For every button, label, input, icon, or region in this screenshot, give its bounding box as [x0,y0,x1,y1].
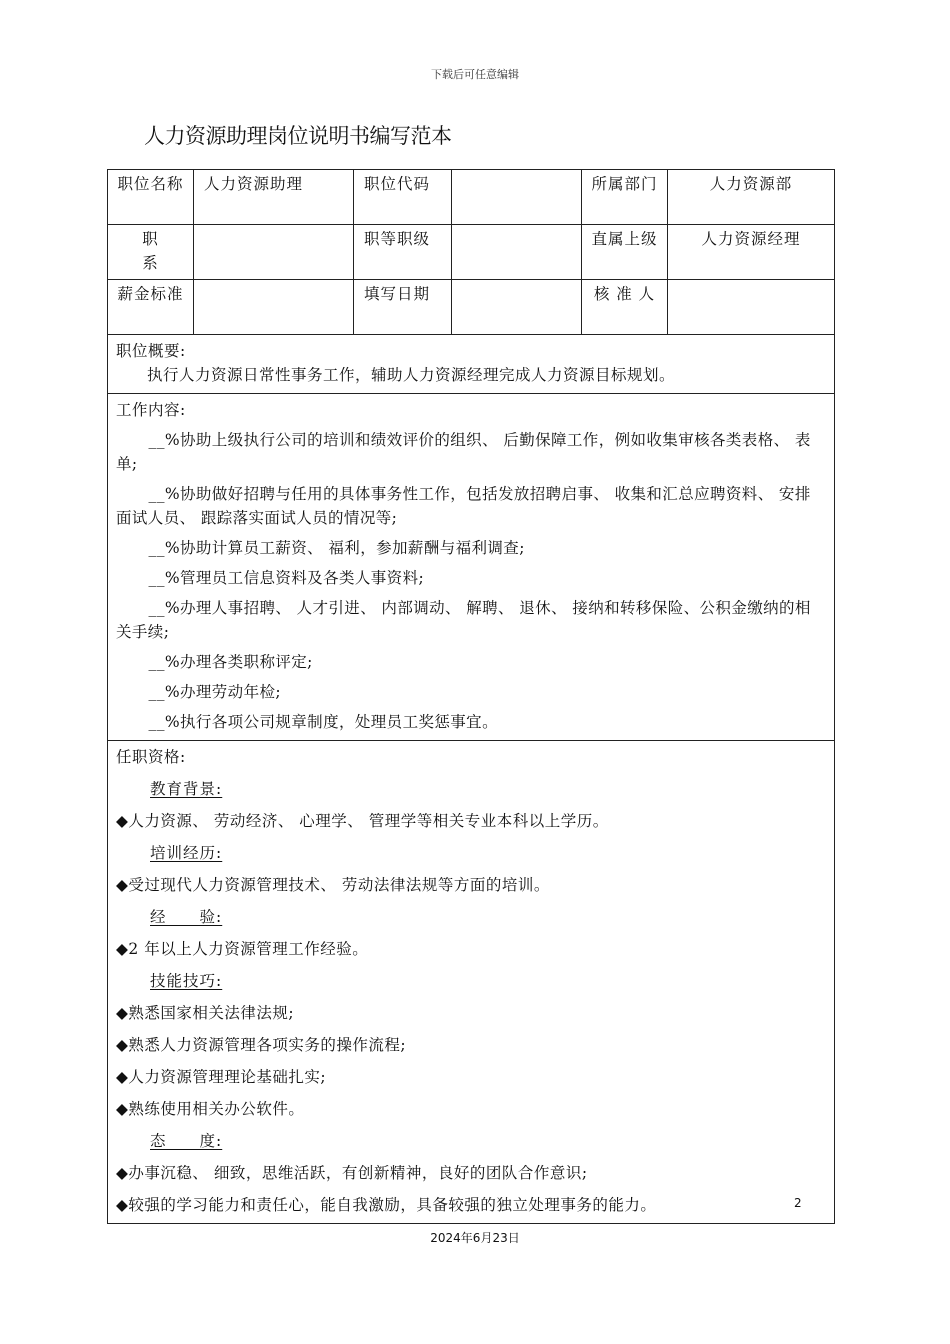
position-code-label: 职位代码 [354,170,452,225]
position-name-value: 人力资源助理 [194,170,354,225]
qualifications-heading: 任职资格: [116,748,186,766]
attitude-item: ◆较强的学习能力和责任心，能自我激励，具备较强的独立处理事务的能力。 [116,1196,657,1214]
job-description-table [107,169,835,1224]
duties-section [108,394,835,741]
salary-label: 薪金标准 [108,280,194,335]
duty-item: __%协助做好招聘与任用的具体事务性工作，包括发放招聘启事、 收集和汇总应聘资料、 安排面试人员、 跟踪落实面试人员的情况等; [116,485,811,527]
skill-item: ◆人力资源管理理论基础扎实; [116,1068,327,1086]
salary-value [194,280,354,335]
approver-label: 核 准 人 [582,280,668,335]
duty-item: __%执行各项公司规章制度，处理员工奖惩事宜。 [148,713,498,731]
overview-heading: 职位概要: [116,342,186,360]
qualifications-section [108,741,835,1224]
skills-label: 技能技巧: [150,972,223,990]
info-row-2 [108,225,835,280]
overview-section [108,335,835,394]
education-item: ◆人力资源、 劳动经济、 心理学、 管理学等相关专业本科以上学历。 [116,812,609,830]
fill-date-label: 填写日期 [354,280,452,335]
info-row-1 [108,170,835,225]
training-label: 培训经历: [150,844,223,862]
qualifications-row [108,741,835,1224]
experience-item: ◆2 年以上人力资源管理工作经验。 [116,940,369,958]
department-value: 人力资源部 [668,170,835,225]
fill-date-value [452,280,582,335]
training-item: ◆受过现代人力资源管理技术、 劳动法律法规等方面的培训。 [116,876,550,894]
header-note: 下载后可任意编辑 [431,68,519,81]
job-series-label: 职系 [108,225,194,280]
duties-heading: 工作内容: [116,401,186,419]
duty-item: __%管理员工信息资料及各类人事资料; [148,569,425,587]
attitude-label: 态 度: [150,1132,223,1150]
duty-item: __%办理劳动年检; [148,683,281,701]
page-number: 2 [794,1196,802,1210]
skill-item: ◆熟悉人力资源管理各项实务的操作流程; [116,1036,407,1054]
document-title: 人力资源助理岗位说明书编写范本 [144,124,452,148]
info-row-3 [108,280,835,335]
duty-item: __%协助上级执行公司的培训和绩效评价的组织、 后勤保障工作，例如收集审核各类表格、 表单; [116,431,811,473]
overview-row [108,335,835,394]
approver-value [668,280,835,335]
duty-item: __%办理人事招聘、 人才引进、 内部调动、 解聘、 退休、 接纳和转移保险、公积金缴纳的相关手续; [116,599,811,641]
grade-label: 职等职级 [354,225,452,280]
skill-item: ◆熟悉国家相关法律法规; [116,1004,295,1022]
department-label: 所属部门 [582,170,668,225]
overview-text: 执行人力资源日常性事务工作，辅助人力资源经理完成人力资源目标规划。 [147,366,676,384]
duties-row [108,394,835,741]
supervisor-label: 直属上级 [582,225,668,280]
skill-item: ◆熟练使用相关办公软件。 [116,1100,305,1118]
position-code-value [452,170,582,225]
duty-item: __%协助计算员工薪资、 福利，参加薪酬与福利调查; [148,539,525,557]
education-label: 教育背景: [150,780,223,798]
attitude-item: ◆办事沉稳、 细致，思维活跃，有创新精神，良好的团队合作意识; [116,1164,588,1182]
duty-item: __%办理各类职称评定; [148,653,313,671]
experience-label: 经 验: [150,908,223,926]
footer-date: 2024年6月23日 [430,1231,520,1245]
position-name-label: 职位名称 [108,170,194,225]
grade-value [452,225,582,280]
job-series-value [194,225,354,280]
supervisor-value: 人力资源经理 [668,225,835,280]
